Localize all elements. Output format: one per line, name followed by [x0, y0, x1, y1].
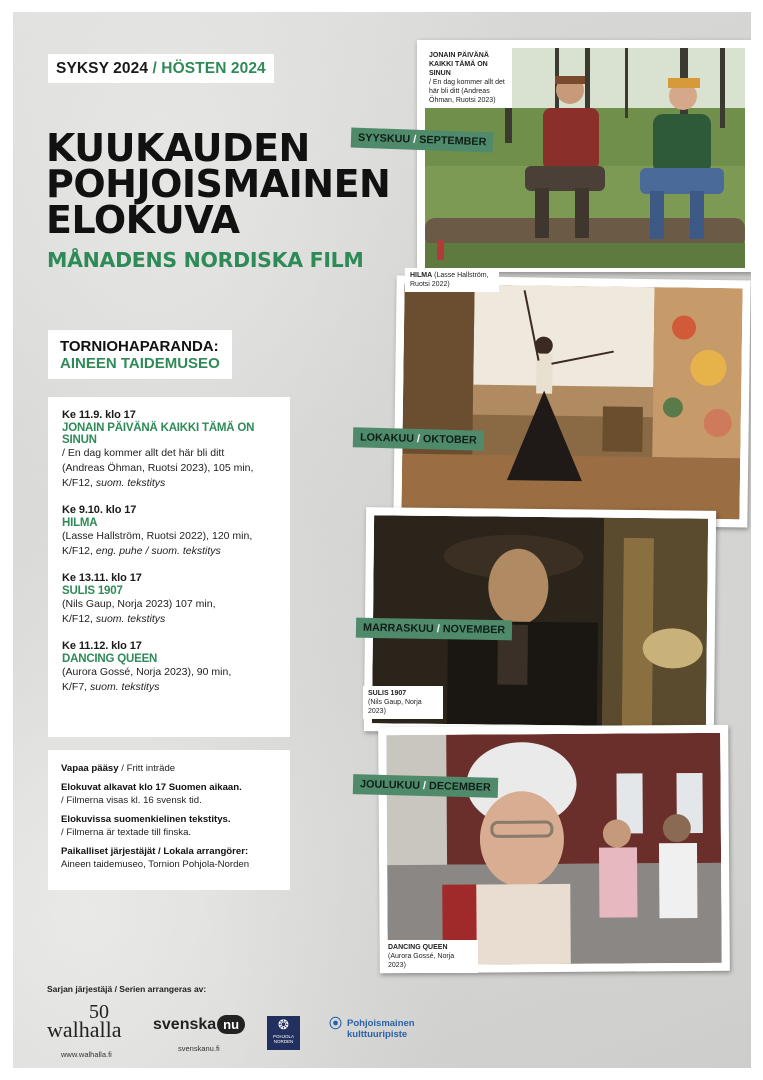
- month-sv: DECEMBER: [428, 780, 491, 794]
- season-sv: HÖSTEN 2024: [161, 60, 266, 77]
- film-title: DANCING QUEEN: [62, 653, 158, 665]
- film-info-line: (Nils Gaup, Norja 2023) 107 min,: [62, 598, 216, 610]
- film-entry: [62, 640, 276, 695]
- film-photo-december: [378, 725, 730, 973]
- film-rating: K/F7,: [62, 681, 91, 693]
- globe-icon: ❂: [278, 1017, 289, 1032]
- page-title: [46, 126, 391, 242]
- info-free-label: Vapaa pääsy: [61, 763, 119, 774]
- film-date: Ke 13.11. klo 17: [62, 572, 142, 584]
- film-subs: suom. tekstitys: [95, 613, 166, 625]
- caption-sub: / En dag kommer allt det här bli ditt (Andreas Öhman, Ruotsi 2023): [429, 79, 505, 104]
- info-start-text: / Filmerna visas kl. 16 svensk tid.: [61, 795, 202, 806]
- season-sep: /: [148, 60, 162, 77]
- photo-caption-october: [405, 268, 499, 292]
- info-subs-text: / Filmerna är textade till finska.: [61, 827, 192, 838]
- film-title: HILMA: [62, 517, 98, 529]
- film-info-line: (Aurora Gossé, Norja 2023), 90 min,: [62, 666, 232, 678]
- film-info-line: [62, 680, 276, 695]
- film-subs: suom. tekstitys: [95, 477, 166, 489]
- info-start-label: Elokuvat alkavat klo 17 Suomen aikaan.: [61, 781, 242, 793]
- photo-caption-september: [424, 48, 512, 108]
- photo-caption-november: [363, 686, 443, 719]
- film-rating: K/F12,: [62, 613, 96, 625]
- venue-city: TORNIOHAPARANDA:: [60, 338, 219, 355]
- month-sv: OKTOBER: [422, 433, 477, 447]
- film-date: Ke 11.12. klo 17: [62, 640, 142, 652]
- title-line-3: ELOKUVA: [46, 198, 240, 242]
- caption-title: HILMA: [410, 272, 433, 279]
- info-subs-label: Elokuvissa suomenkielinen tekstitys.: [61, 813, 231, 825]
- film-date: Ke 11.9. klo 17: [62, 409, 136, 421]
- film-info-line: [62, 476, 276, 491]
- caption-title: SULIS 1907: [368, 690, 407, 697]
- walhalla-logo-word: walhalla: [47, 1017, 122, 1042]
- month-fi: SYYSKUU: [357, 131, 411, 146]
- svenskanu-logo: [153, 1015, 245, 1053]
- season-badge: [48, 54, 274, 83]
- caption-sub: (Lasse Hallström, Ruotsi 2022): [410, 272, 489, 288]
- arrangers-label: Sarjan järjestäjä / Serien arrangeras av:: [47, 984, 207, 994]
- month-label-december: JOULUKUU / DECEMBER: [353, 774, 498, 798]
- film-info: [62, 665, 276, 695]
- film-info: [62, 597, 276, 627]
- month-label-october: LOKAKUU / OKTOBER: [353, 427, 484, 450]
- caption-sub: (Aurora Gossé, Norja 2023): [388, 953, 455, 969]
- film-still-studio: [401, 284, 742, 520]
- schedule-box: [48, 397, 290, 737]
- kulttuuripiste-line-2: kulttuuripiste: [347, 1029, 408, 1040]
- film-entry: [62, 409, 276, 491]
- info-organizers: [61, 845, 277, 872]
- month-label-november: MARRASKUU / NOVEMBER: [356, 618, 512, 641]
- film-info-line: (Andreas Öhman, Ruotsi 2023), 105 min,: [62, 462, 254, 474]
- kulttuuripiste-logo: [329, 1018, 415, 1040]
- title-line-1: KUUKAUDEN: [46, 126, 310, 170]
- venue-box: [48, 330, 232, 379]
- month-fi: LOKAKUU: [359, 431, 415, 445]
- month-fi: MARRASKUU: [362, 621, 434, 635]
- film-photo-october: [393, 276, 750, 528]
- info-organizers-label: Paikalliset järjestäjät / Lokala arrangörer:: [61, 845, 249, 857]
- photo-caption-december: [383, 940, 478, 973]
- info-box: [48, 750, 290, 890]
- film-title: SULIS 1907: [62, 585, 123, 597]
- film-rating: K/F12,: [62, 545, 96, 557]
- film-info-line: [62, 612, 276, 627]
- caption-sub: (Nils Gaup, Norja 2023): [368, 699, 422, 715]
- nordic-swan-icon: ⦿: [329, 1016, 343, 1031]
- page-subtitle: MÅNADENS NORDISKA FILM: [47, 248, 364, 272]
- title-line-2: POHJOISMAINEN: [46, 162, 391, 206]
- walhalla-logo-number: 50: [89, 1001, 109, 1023]
- info-free: [61, 762, 277, 776]
- film-rating: K/F12,: [62, 477, 96, 489]
- svenskanu-url[interactable]: svenskanu.fi: [178, 1044, 220, 1053]
- film-subs: suom. tekstitys: [90, 681, 160, 693]
- film-title: JONAIN PÄIVÄNÄ KAIKKI TÄMÄ ON SINUN: [62, 422, 255, 446]
- info-free-text: / Fritt inträde: [118, 763, 176, 774]
- month-label-september: SYYSKUU / SEPTEMBER: [351, 128, 494, 153]
- film-still-street: [386, 733, 722, 965]
- info-start: [61, 781, 277, 808]
- film-info: [62, 446, 276, 491]
- film-info: [62, 529, 276, 559]
- pohjola-norden-logo: [267, 1016, 300, 1050]
- kulttuuripiste-line-1: Pohjoismainen: [347, 1018, 415, 1029]
- svenskanu-logo-word: svenska: [153, 1015, 217, 1033]
- month-sv: SEPTEMBER: [418, 133, 487, 149]
- info-subs: [61, 813, 277, 840]
- month-sv: NOVEMBER: [442, 623, 506, 637]
- film-info-line: [62, 544, 276, 559]
- venue-place: AINEEN TAIDEMUSEO: [60, 355, 220, 372]
- caption-title: DANCING QUEEN: [388, 944, 448, 951]
- film-info-line: (Lasse Hallström, Ruotsi 2022), 120 min,: [62, 530, 253, 542]
- film-info-line: / En dag kommer allt det här bli ditt: [62, 447, 225, 459]
- walhalla-url[interactable]: www.walhalla.fi: [61, 1050, 112, 1059]
- pohjola-norden-text: POHJOLA NORDEN: [272, 1034, 294, 1044]
- film-date: Ke 9.10. klo 17: [62, 504, 137, 516]
- film-entry: [62, 572, 276, 627]
- info-organizers-text: Aineen taidemuseo, Tornion Pohjola-Norden: [61, 859, 250, 870]
- caption-title: JONAIN PÄIVÄNÄ KAIKKI TÄMÄ ON SINUN: [429, 52, 489, 77]
- month-fi: JOULUKUU: [359, 778, 421, 792]
- svenskanu-logo-nu: nu: [217, 1015, 245, 1034]
- walhalla-logo: [47, 1001, 127, 1059]
- film-entry: [62, 504, 276, 559]
- film-subs: eng. puhe / suom. tekstitys: [95, 545, 221, 557]
- poster: [13, 12, 751, 1068]
- season-fi: SYKSY 2024: [56, 60, 149, 77]
